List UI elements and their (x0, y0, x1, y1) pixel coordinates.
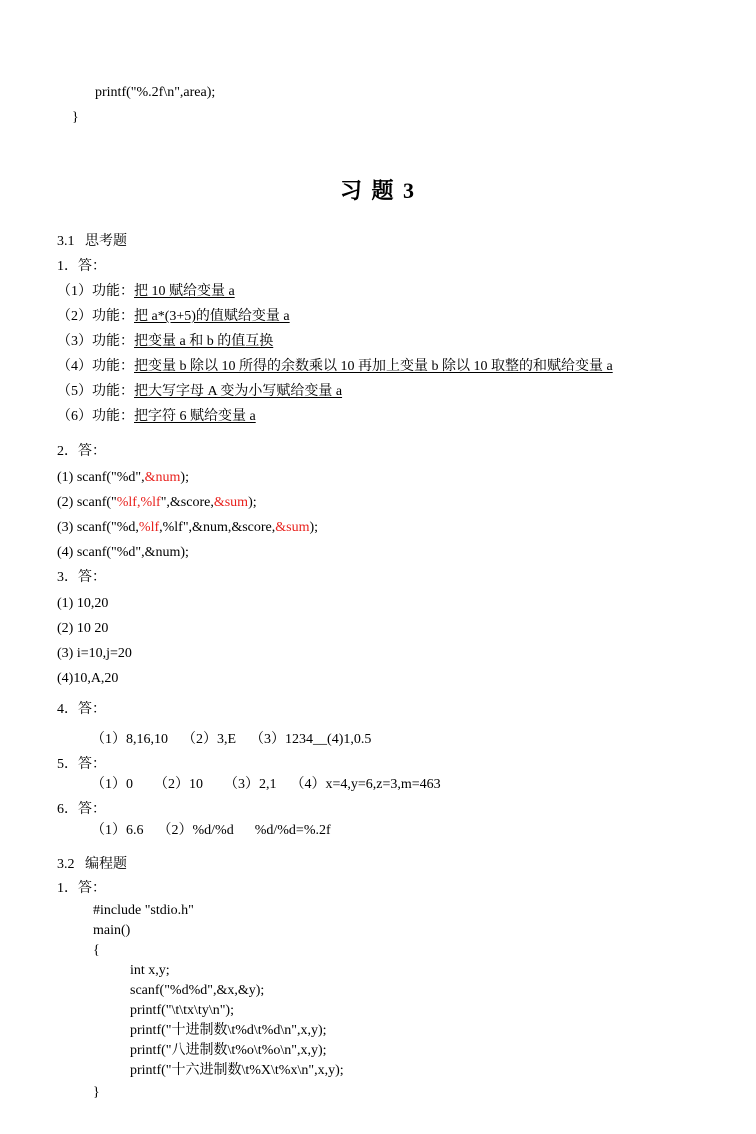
answer-text: 把变量 a 和 b 的值互换 (134, 334, 274, 349)
answer-line: (3) i=10,j=20 (57, 646, 132, 661)
answer-item (57, 358, 613, 376)
question-label: 5．答： (57, 757, 106, 772)
question-label: 4．答： (57, 702, 106, 717)
section-heading: 3.2 编程题 (57, 857, 127, 872)
answer-item (57, 383, 342, 401)
answer-text: 把变量 b 除以 10 所得的余数乘以 10 再加上变量 b 除以 10 取整的和赋给变量 a (134, 359, 613, 374)
answer-prefix: （6）功能： (57, 409, 134, 424)
question-label: 1．答： (57, 259, 106, 274)
code-line: printf("十进制数\t%d\t%d\n",x,y); (130, 1023, 327, 1038)
code-line: printf("%.2f\n",area); (95, 85, 216, 100)
code-text: (1) scanf("%d", (57, 470, 145, 485)
answer-item (57, 408, 256, 426)
error-highlight: &num (144, 470, 181, 485)
code-text: (3) scanf("%d, (57, 520, 139, 535)
answer-text: 把大写字母 A 变为小写赋给变量 a (134, 384, 343, 399)
answer-line: (4) scanf("%d",&num); (57, 545, 189, 560)
question-label: 6．答： (57, 802, 106, 817)
code-line: } (72, 110, 79, 125)
answer-line: （1）0 （2）10 （3）2,1 （4）x=4,y=6,z=3,m=463 (91, 777, 441, 792)
code-line: { (93, 943, 100, 958)
answer-line: (1) 10,20 (57, 596, 109, 611)
code-text: ",&score, (160, 495, 214, 510)
answer-item (57, 308, 290, 326)
answer-prefix: （4）功能： (57, 359, 134, 374)
answer-prefix: （3）功能： (57, 334, 134, 349)
code-line: scanf("%d%d",&x,&y); (130, 983, 265, 998)
error-highlight: %lf (138, 520, 160, 535)
code-text: ); (180, 470, 189, 485)
code-line: int x,y; (130, 963, 170, 978)
answer-item (57, 333, 273, 351)
answer-line: （1）6.6 （2）%d/%d %d/%d=%.2f (91, 823, 331, 838)
question-label: 1．答： (57, 881, 106, 896)
answer-prefix: （5）功能： (57, 384, 134, 399)
answer-line (57, 519, 318, 537)
error-highlight: &sum (213, 495, 249, 510)
code-text: (2) scanf(" (57, 495, 117, 510)
code-text: ,%lf",&num,&score, (159, 520, 276, 535)
code-text: ); (248, 495, 257, 510)
code-line: printf("十六进制数\t%X\t%x\n",x,y); (130, 1063, 344, 1078)
question-label: 2．答： (57, 444, 106, 459)
code-line: printf("\t\tx\ty\n"); (130, 1003, 234, 1018)
code-line: } (93, 1085, 100, 1100)
answer-line: （1）8,16,10 （2）3,E （3）1234__(4)1,0.5 (91, 732, 372, 747)
answer-text: 把 a*(3+5)的值赋给变量 a (134, 309, 290, 324)
answer-line: (4)10,A,20 (57, 671, 119, 686)
code-line: #include "stdio.h" (93, 903, 194, 918)
chapter-title: 习 题 3 (339, 178, 416, 203)
answer-line: (2) 10 20 (57, 621, 109, 636)
code-line: printf("八进制数\t%o\t%o\n",x,y); (130, 1043, 327, 1058)
code-text: ); (309, 520, 319, 535)
answer-item (57, 283, 235, 301)
answer-line (57, 494, 257, 512)
answer-line (57, 469, 189, 487)
answer-text: 把字符 6 赋给变量 a (134, 409, 256, 424)
error-highlight: %lf,%lf (116, 495, 161, 510)
question-label: 3．答： (57, 570, 106, 585)
answer-text: 把 10 赋给变量 a (134, 284, 235, 299)
error-highlight: &sum (275, 520, 310, 535)
answer-prefix: （2）功能： (57, 309, 134, 324)
code-line: main() (93, 923, 131, 938)
answer-prefix: （1）功能： (57, 284, 134, 299)
section-heading: 3.1 思考题 (57, 234, 127, 249)
